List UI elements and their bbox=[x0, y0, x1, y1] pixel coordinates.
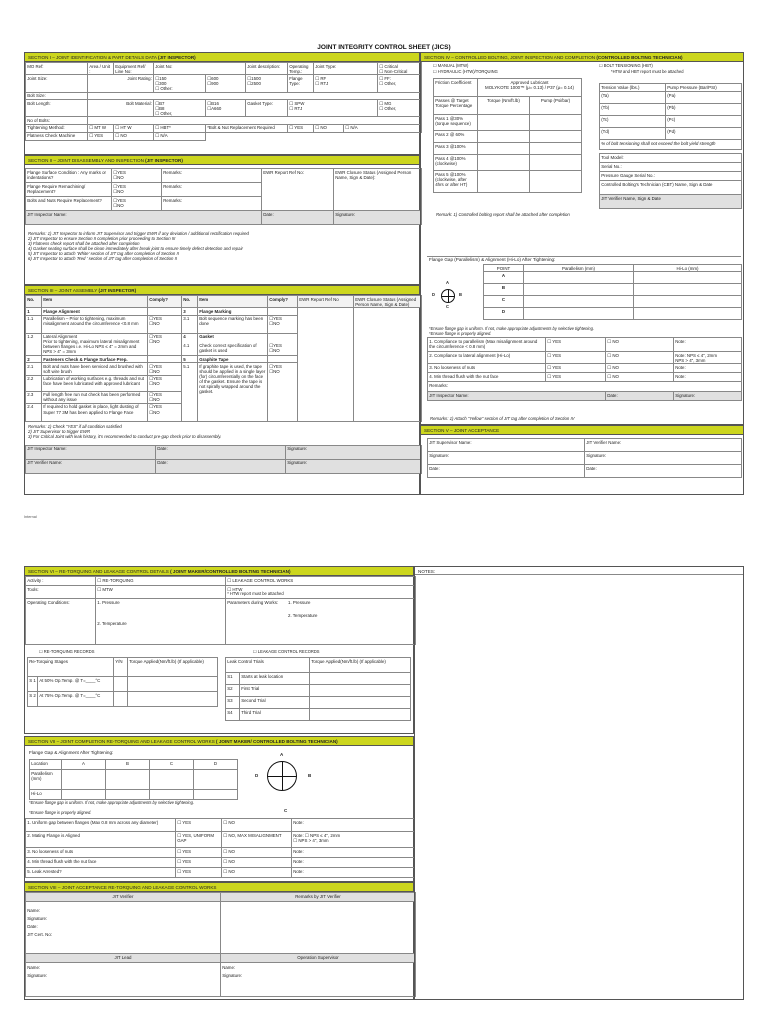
s5-date-2[interactable]: Date: bbox=[585, 465, 742, 478]
activity-retorquing[interactable]: ☐ RE-TORQUING bbox=[96, 577, 226, 586]
s7-hilo-c[interactable] bbox=[150, 790, 194, 800]
ratings-options-a[interactable]: ☐150 ☐300 ☐ Other: bbox=[154, 75, 206, 92]
bolts-replacement-remarks[interactable]: Remarks: bbox=[162, 197, 262, 211]
op-temperature-field[interactable]: 2. Temperature bbox=[97, 620, 127, 626]
gap-a-hilo[interactable] bbox=[634, 272, 742, 284]
tightening-method-label: Tightening Method: bbox=[26, 124, 88, 132]
s3-verifier-name[interactable]: JIT Verifier Name: bbox=[26, 459, 156, 473]
flatness-yes[interactable]: ☐ YES bbox=[88, 132, 114, 140]
area-unit-label[interactable]: Area / Unit : bbox=[88, 63, 114, 75]
no-of-bolts-label[interactable]: No of Bolts: bbox=[26, 117, 88, 124]
comply-5-1[interactable]: ☐YES ☐NO bbox=[268, 363, 298, 422]
gasket-type-label: Gasket Type: bbox=[246, 99, 288, 116]
flange-remachining-question: Flange Require Remachining/ Replacement? bbox=[26, 183, 112, 197]
section-5-table bbox=[427, 438, 742, 478]
section-3-table: No. Item Comply? No. Item Comply? EWR Report Ref No EWR Closure Status (Assigned Person Name, Sign & Date) 1 Flange Alignment 3 Flange Marking 1.1 Parallelism – Prior to tightening, maximum misalignment around the circumference <0.8 mm ☐YES ☐NO 3.1 Bolt sequence marking has been done ☐YES ☐NO 1.2 Lateral Alignment Prior to tightening, maximum lateral misalignment between flanges i.e. Hi-Lo NPS ≤ 4" = 2mm and NPS > 4" = 3mm ☐YES ☐NO 4 4.1 Gasket Check correct specification of gasket is used ☐YES ☐NO 2 Fasteners Check & Flange Surface Prep. 5 Graphite Tape 2.1 Bolt and nuts have been serviced and brushed with soft wire brush ☐YES ☐NO 5.1 If graphite tape is used, the tape should be applied in a single layer (for) circumferentially on the face of the gasket. Ensure the tape is not spirally wrapped around the gasket. ☐YES ☐NO 2.2 Lubrication of working surfaces e.g. threads and nut face have been lubricated with approved lubricant ☐YES ☐NO 2.3 Full length free run nut check has been performed without any issue ☐YES ☐NO 2.4 If required to hold gasket in place, light dusting of Super 77 3M has been applied to Flange Face ☐YES ☐NO bbox=[25, 295, 422, 422]
section-8-header: SECTION VIII – JOINT ACCEPTANCE RE-TORQUING AND LEAKAGE CONTROL WORKS bbox=[25, 883, 413, 892]
section-5-panel bbox=[420, 425, 744, 495]
table-row: 1 bbox=[26, 308, 42, 315]
comply-4-1[interactable]: ☐YES ☐NO bbox=[268, 333, 298, 355]
pass-4-pump[interactable] bbox=[530, 155, 582, 171]
section-1-header: SECTION I – JOINT IDENTIFICATION & PART DETAILS DATA (JIT INSPECTOR) bbox=[25, 53, 419, 62]
section-1-panel bbox=[24, 52, 420, 155]
section-1-table bbox=[25, 62, 422, 141]
lc-s3-torque[interactable] bbox=[310, 697, 411, 709]
s4-inspector-name[interactable]: JIT Inspector Name: bbox=[428, 392, 606, 401]
comply-3-1[interactable]: ☐YES ☐NO bbox=[268, 315, 298, 333]
s8-lead-signature[interactable]: Signature: bbox=[27, 973, 48, 979]
s2-signature[interactable]: Signature: bbox=[334, 211, 422, 225]
flange-remachining-options[interactable]: ☐YES ☐NO bbox=[112, 183, 162, 197]
s2-inspector-name[interactable]: JIT Inspector Name: bbox=[26, 211, 262, 225]
s7-r1-no[interactable]: ☐ NO bbox=[222, 819, 292, 832]
ratings-options-c[interactable]: ☐1500 ☐2500 bbox=[246, 75, 288, 92]
pass-2-torque[interactable] bbox=[478, 131, 530, 143]
s8-lead-name[interactable]: Name: bbox=[27, 965, 41, 970]
flatness-na[interactable]: ☐ N/A bbox=[154, 132, 206, 140]
section-6-header: SECTION VI – RE-TORQUING AND LEAKAGE CONTROL DETAILS ( JOINT MAKER/CONTROLLED BOLTING TECHNICIAN) bbox=[25, 567, 413, 576]
section-7-header: SECTION VII – JOINT COMPLETION RE-TORQUING AND LEAKAGE CONTROL WORKS ( JOINT MAKER/ CONTROLLED BOLTING TECHNICIAN) bbox=[25, 737, 413, 746]
cbt-sign-field[interactable]: Controlled Bolting's Technician (CBT) Name, Sign & Date bbox=[600, 181, 742, 195]
pressure-a[interactable]: (Pa) bbox=[666, 92, 742, 104]
replacement-yes[interactable]: ☐ YES bbox=[288, 124, 314, 132]
equipment-ref-label[interactable]: Equipment Ref/ Line No: bbox=[114, 63, 154, 75]
bolt-material-options-a[interactable]: ☐B7 ☐B8 ☐ Other, bbox=[154, 99, 206, 116]
check-3-no[interactable]: ☐ NO bbox=[606, 364, 674, 373]
flatness-no[interactable]: ☐ NO bbox=[114, 132, 154, 140]
ewr-closure-status[interactable]: EWR Closure Status (Assigned Person Name, Sign & Date): bbox=[334, 169, 422, 211]
tightening-htw[interactable]: ☐ HT W bbox=[114, 124, 154, 132]
bolt-material-label: Bolt Material: bbox=[88, 99, 154, 116]
pass-5-pump[interactable] bbox=[530, 171, 582, 193]
s5-supervisor-name[interactable]: JIT Supervisor Name: bbox=[428, 439, 585, 452]
s8-verifier-date[interactable]: Date: bbox=[27, 924, 38, 930]
s5-date-1[interactable]: Date: bbox=[428, 465, 585, 478]
section-6-top-table: Activity : ☐ RE-TORQUING ☐ LEAKAGE CONTROL WORKS Tools: ☐ MTW ☐ HTW * HTW report must be attached Operating Conditions: 1. Pressure 2. Temperature Parameters during Works: 1. Pressure 2. Temperature bbox=[25, 576, 416, 645]
op-pressure-field[interactable]: 1. Pressure bbox=[97, 599, 120, 605]
s7-r3-no[interactable]: ☐ NO bbox=[222, 848, 292, 858]
section-3-header: SECTION III – JOINT ASSEMBLY (JIT INSPECTOR) bbox=[25, 286, 419, 295]
s3-date-1[interactable]: Date: bbox=[156, 445, 286, 459]
joint-no-label[interactable]: Joint No: bbox=[154, 63, 246, 75]
section-4-panel: SECTION IV – CONTROLLED BOLTING, JOINT INSPECTION AND COMPLETION (CONTROLLED BOLTING TECHNICIAN) ☐ MANUAL (MTW) ☐ HYDRAULIC (HTW)/TORQUING ☐ BOLT TENSIONING (HBT) *HTW and HBT report must be attached Friction Coefficient Approved Lubricant MOLYKOTE 1000™ (μ= 0.13) / P37 (μ= 0.14) Passes @ Target Torque Percentage Torque (Nm/ft.lb) Pump (Psi/bar) Pass 1 @30% (torque sequence) Pass 2 @ 60% Pass 3 @100% Pass 4 @100% (clockwise) Pass 5 @100% (clockwise, after 4hrs or after HT) Tension Value (lbs.) Pump Pressure (Bar/PSI) (Ta) (Pa) (Tb) (Pb) (Tc) (Pc) (Td) (Pd) % of bolt tensioning shall not exceed the bolt yield strength Tool Model: Serial No.: Pressure Gauge Serial No.: Controlled Bolting's Technician (CBT) Name, Sign & Date JIT Verifier Name, Sign & Date Remark: 1) Controlled bolting report shall be attached after completion Flange Gap (Parallelism) & Alignment (Hi-Lo) After Tightening: A B C D POINT Parallelism (mm) Hi-Lo (mm) A B C D *Ensure flange gap is uniform. If not, make appropriate adjustments by selective tightening. *Ensure flange is properly aligned. 1. Compliance to parallelism (Max misalignment around the circumference < 0.8 mm) ☐ YES ☐ NO Note: 2. Compliance to lateral alignment (Hi-Lo) ☐ YES ☐ NO Note: NPS ≤ 4", 2mm NPS > 4", 3mm 3. No looseness of nuts ☐ YES ☐ NO Note: 4. Min thread flush with the nut face ☐ YES ☐ NO Note: Remarks: JIT Inspector Name: Date: Signature: Remarks: 1) Attach "Yellow" section of JIT tag after completion of Section IV bbox=[420, 52, 744, 425]
flatness-check-label: Flatness Check Machine bbox=[26, 132, 88, 140]
pass-3-torque[interactable] bbox=[478, 143, 530, 155]
section-4-remark: Remark: 1) Controlled bolting report shall be attached after completion bbox=[436, 212, 570, 217]
bolt-nut-replacement-note: *Bolt & Nut Replacement Required bbox=[206, 124, 288, 132]
replacement-na[interactable]: ☐ N/A bbox=[344, 124, 422, 132]
bolt-size-label[interactable]: Bolt Size: bbox=[26, 92, 88, 99]
s5-signature-2[interactable]: Signature: bbox=[585, 452, 742, 465]
section-4-remarks-2: Remarks: 1) Attach "Yellow" section of JIT tag after completion of Section IV bbox=[430, 416, 575, 421]
gap-b-parallelism[interactable] bbox=[524, 284, 634, 296]
joint-description-label[interactable]: Joint description: bbox=[246, 63, 288, 75]
tightening-mtw[interactable]: ☐ MT W bbox=[88, 124, 114, 132]
s3-signature-1[interactable]: Signature: bbox=[286, 445, 422, 459]
col-ewr-ref: EWR Report Ref No bbox=[298, 296, 354, 308]
check-3-yes[interactable]: ☐ YES bbox=[546, 364, 606, 373]
gap-d-parallelism[interactable] bbox=[524, 308, 634, 320]
pass-2-pump[interactable] bbox=[530, 131, 582, 143]
s7-r3-yes[interactable]: ☐ YES bbox=[176, 848, 222, 858]
bolts-replacement-options[interactable]: ☐YES ☐NO bbox=[112, 197, 162, 211]
s8-verifier-signature[interactable]: Signature: bbox=[27, 916, 48, 922]
section-3-sign-table bbox=[25, 445, 422, 474]
comply-2-1[interactable]: ☐YES ☐NO bbox=[148, 363, 182, 375]
section-3-remarks: Remarks: 1) Check "YES" if all condition satisfied 2) JIT Supervisor to trigger EWR 3) For Critical Joint with leak history, it's recommended to conduct pre-gap check prior to disassembly. bbox=[28, 423, 222, 439]
s2-date[interactable]: Date: bbox=[262, 211, 334, 225]
ewr-status-cell[interactable] bbox=[354, 308, 422, 422]
pass-1-pump[interactable] bbox=[530, 115, 582, 131]
ratings-options-b[interactable]: ☐600 ☐900 bbox=[206, 75, 246, 92]
s7-r2-no[interactable]: ☐ NO, MAX MISALIGNMENT bbox=[222, 832, 292, 848]
bolt-length-label[interactable]: Bolt Length: bbox=[26, 99, 88, 116]
flange-type-label: Flange Type: bbox=[288, 75, 314, 92]
s7-hilo-b[interactable] bbox=[106, 790, 150, 800]
flange-type-options-a[interactable]: ☐ RF ☐ RTJ bbox=[314, 75, 378, 92]
leakage-records-option[interactable]: ☐ LEAKAGE CONTROL RECORDS bbox=[253, 649, 320, 654]
s7-hilo-a[interactable] bbox=[62, 790, 106, 800]
col-comply: Comply? bbox=[148, 296, 182, 308]
s8-supervisor-signature[interactable]: Signature: bbox=[222, 973, 243, 979]
s5-signature-1[interactable]: Signature: bbox=[428, 452, 585, 465]
tool-model-field[interactable]: Tool Model: bbox=[600, 154, 742, 163]
manual-mtw-option[interactable]: ☐ MANUAL (MTW) bbox=[433, 63, 469, 68]
s7-par-b[interactable] bbox=[106, 770, 150, 790]
col-no-2: No. bbox=[182, 296, 198, 308]
col-item: Item bbox=[42, 296, 148, 308]
gap-d-hilo[interactable] bbox=[634, 308, 742, 320]
s1-torque[interactable] bbox=[128, 677, 218, 692]
pressure-d[interactable]: (Pd) bbox=[666, 128, 742, 140]
flange-surface-options[interactable]: ☐YES ☐NO bbox=[112, 169, 162, 183]
s4-date[interactable]: Date: bbox=[606, 392, 674, 401]
check-4-yes[interactable]: ☐ YES bbox=[546, 373, 606, 382]
s7-par-d[interactable] bbox=[194, 770, 238, 790]
check-2-yes[interactable]: ☐ YES bbox=[546, 352, 606, 364]
gasket-type-options-b[interactable]: ☐ MG ☐ Other, bbox=[378, 99, 422, 116]
work-pressure-field[interactable]: 1. Pressure bbox=[288, 600, 311, 605]
page-title: JOINT INTEGRITY CONTROL SHEET (JICS) bbox=[317, 44, 451, 51]
s7-r1-yes[interactable]: ☐ YES bbox=[176, 819, 222, 832]
notes-panel[interactable] bbox=[414, 566, 744, 1000]
s7-r4-no[interactable]: ☐ NO bbox=[222, 858, 292, 868]
s7-par-a[interactable] bbox=[62, 770, 106, 790]
section-3-panel bbox=[24, 285, 420, 495]
flange-remachining-remarks[interactable]: Remarks: bbox=[162, 183, 262, 197]
comply-2-3[interactable]: ☐YES ☐NO bbox=[148, 391, 182, 403]
notes-label: NOTES: bbox=[415, 567, 743, 575]
section-2-header: SECTION II – JOINT DISASSEMBLY AND INSPECTION (JIT INSPECTOR) bbox=[25, 156, 419, 165]
s5-verifier-name[interactable]: JIT Verifier Name: bbox=[585, 439, 742, 452]
lc-s2-torque[interactable] bbox=[310, 685, 411, 697]
s4-signature[interactable]: Signature: bbox=[674, 392, 742, 401]
check-4-no[interactable]: ☐ NO bbox=[606, 373, 674, 382]
s8-cert-no[interactable]: JIT Cert. No: bbox=[27, 932, 52, 938]
gasket-type-options-a[interactable]: ☐ SPW ☐ RTJ bbox=[288, 99, 378, 116]
section-7-checks-table: 1. Uniform gap between flanges (Max 0.8 mm across any diameter) ☐ YES ☐ NO Note: 2. Mating Flange is Aligned ☐ YES, UNIFORM GAP ☐ NO, MAX MISALIGNMENT Note: ☐ NPS ≤ 4", 2mm ☐ NPS > 4", 3mm 3. No looseness of nuts ☐ YES ☐ NO Note: 4. Min thread flush with the nut face ☐ YES ☐ NO Note: 5. Leak Arrested? ☐ YES ☐ NO Note: bbox=[25, 818, 415, 878]
section-2-table bbox=[25, 168, 422, 225]
s7-r4-yes[interactable]: ☐ YES bbox=[176, 858, 222, 868]
gap-a-parallelism[interactable] bbox=[524, 272, 634, 284]
s7-hilo-d[interactable] bbox=[194, 790, 238, 800]
joint-type-label[interactable]: Joint Type: bbox=[314, 63, 378, 75]
s8-supervisor-name[interactable]: Name: bbox=[222, 965, 236, 970]
section-4-header: SECTION IV – CONTROLLED BOLTING, JOINT INSPECTION AND COMPLETION (CONTROLLED BOLTING TECHNICIAN) bbox=[421, 53, 743, 62]
table-row: Flange Alignment bbox=[42, 308, 148, 315]
ewr-ref-cell[interactable] bbox=[298, 308, 354, 422]
section-5-header: SECTION V – JOINT ACCEPTANCE bbox=[421, 426, 743, 435]
section-8-panel bbox=[24, 882, 414, 1000]
s3-inspector-name[interactable]: JIT Inspector Name: bbox=[26, 445, 156, 459]
lc-s4-torque[interactable] bbox=[310, 709, 411, 721]
lubricant-value: MOLYKOTE 1000™ (μ= 0.13) / P37 (μ= 0.14) bbox=[485, 84, 574, 90]
flange-gap-title: Flange Gap (Parallelism) & Alignment (Hi-Lo) After Tightening: bbox=[429, 257, 556, 262]
torque-passes-table: Friction Coefficient Approved Lubricant MOLYKOTE 1000™ (μ= 0.13) / P37 (μ= 0.14) Passes @ Target Torque Percentage Torque (Nm/ft.lb) Pump (Psi/bar) Pass 1 @30% (torque sequence) Pass 2 @ 60% Pass 3 @100% Pass 4 @100% (clockwise) Pass 5 @100% (clockwise, after 4hrs or after HT) bbox=[433, 78, 582, 193]
section-4-checks-table: 1. Compliance to parallelism (Max misalignment around the circumference < 0.8 mm) ☐ YES ☐ NO Note: 2. Compliance to lateral alignment (Hi-Lo) ☐ YES ☐ NO Note: NPS ≤ 4", 2mm NPS > 4", 3mm 3. No looseness of nuts ☐ YES ☐ NO Note: 4. Min thread flush with the nut face ☐ YES ☐ NO Note: Remarks: JIT Inspector Name: Date: Signature: bbox=[427, 337, 742, 401]
pass-3-pump[interactable] bbox=[530, 143, 582, 155]
ewr-report-ref[interactable]: EWR Report Ref No: bbox=[262, 169, 334, 211]
section-7-panel: SECTION VII – JOINT COMPLETION RE-TORQUING AND LEAKAGE CONTROL WORKS ( JOINT MAKER/ CONTROLLED BOLTING TECHNICIAN) Flange Gap & Alignment After Tightening: Location A B C D Parallelism (mm) Hi-Lo A B C D *Ensure flange gap is uniform. If not, make appropriate adjustments by selective tightening. *Ensure flange is properly aligned. 1. Uniform gap between flanges (Max 0.8 mm across any diameter) ☐ YES ☐ NO Note: 2. Mating Flange is Aligned ☐ YES, UNIFORM GAP ☐ NO, MAX MISALIGNMENT Note: ☐ NPS ≤ 4", 2mm ☐ NPS > 4", 3mm 3. No looseness of nuts ☐ YES ☐ NO Note: 4. Min thread flush with the nut face ☐ YES ☐ NO Note: 5. Leak Arrested? ☐ YES ☐ NO Note: bbox=[24, 736, 414, 882]
joint-type-options[interactable]: ☐ Critical ☐ Non-Critical bbox=[378, 63, 422, 75]
section-7-gap-table: Location A B C D Parallelism (mm) Hi-Lo bbox=[29, 759, 238, 800]
col-no: No. bbox=[26, 296, 42, 308]
s8-verifier-name[interactable]: Name: bbox=[27, 908, 41, 913]
comply-2-2[interactable]: ☐YES ☐NO bbox=[148, 375, 182, 391]
tension-b[interactable]: (Tb) bbox=[600, 104, 666, 116]
lc-s1-torque[interactable] bbox=[310, 673, 411, 685]
work-temperature-field[interactable]: 2. Temperature bbox=[288, 613, 318, 618]
tightening-hbt[interactable]: ☐ HBT* bbox=[154, 124, 206, 132]
section-2-panel bbox=[24, 155, 420, 285]
s3-date-2[interactable]: Date: bbox=[156, 459, 286, 473]
activity-leakage[interactable]: ☐ LEAKAGE CONTROL WORKS bbox=[226, 577, 416, 586]
s3-signature-2[interactable]: Signature: bbox=[286, 459, 422, 473]
s7-r5-yes[interactable]: ☐ YES bbox=[176, 868, 222, 878]
comply-2-4[interactable]: ☐YES ☐NO bbox=[148, 403, 182, 421]
s7-r2-yes[interactable]: ☐ YES, UNIFORM GAP bbox=[176, 832, 222, 848]
section-4-remarks-field[interactable]: Remarks: bbox=[428, 382, 742, 392]
gap-b-hilo[interactable] bbox=[634, 284, 742, 296]
bolts-replacement-question: Bolts and Nuts Require Replacement? bbox=[26, 197, 112, 211]
gap-c-parallelism[interactable] bbox=[524, 296, 634, 308]
joint-size-label[interactable]: Joint Size: bbox=[26, 75, 88, 92]
check-1-yes[interactable]: ☐ YES bbox=[546, 338, 606, 352]
tools-mtw[interactable]: ☐ MTW bbox=[96, 586, 226, 599]
internal-label: Internal bbox=[24, 515, 37, 519]
tension-a[interactable]: (Ta) bbox=[600, 92, 666, 104]
pass-4-torque[interactable] bbox=[478, 155, 530, 171]
s1-yn[interactable] bbox=[114, 677, 128, 692]
replacement-no[interactable]: ☐ NO bbox=[314, 124, 344, 132]
s7-par-c[interactable] bbox=[150, 770, 194, 790]
hbt-option[interactable]: ☐ BOLT TENSIONING (HBT) bbox=[599, 63, 653, 68]
pressure-c[interactable]: (Pc) bbox=[666, 116, 742, 128]
comply-1-2[interactable]: ☐YES ☐NO bbox=[148, 333, 182, 355]
tension-note: % of bolt tensioning shall not exceed the bolt yield strength bbox=[600, 140, 742, 150]
gap-c-hilo[interactable] bbox=[634, 296, 742, 308]
verifier-sign-field[interactable]: JIT Verifier Name, Sign & Date bbox=[600, 195, 742, 209]
col-item-2: Item bbox=[198, 296, 268, 308]
comply-1-1[interactable]: ☐YES ☐NO bbox=[148, 315, 182, 333]
flange-surface-remarks[interactable]: Remarks: bbox=[162, 169, 262, 183]
hbt-note: *HTW and HBT report must be attached bbox=[611, 69, 684, 74]
section-2-remarks: Remarks: 1) JIT Inspector to inform JIT Supervisor and trigger EWR if any deviation / additional rectification required 2) JIT Inspector to ensure Section II completion prior proceeding to Section III 3) Flatness check report shall be attached after completion 4) Gasket seating surface shall be clean immediately after break joint to ensure timely defect detection and repair 5) JIT Inspector to attach 'White' section of JIT tag after completion of Section II 6) JIT Inspector to attach 'Red ' section of JIT tag after completion of Section II bbox=[28, 231, 249, 261]
flange-surface-question: Flange Surface Condition : Any marks or indentations? bbox=[26, 169, 112, 183]
col-comply-2: Comply? bbox=[268, 296, 298, 308]
section-6-panel bbox=[24, 566, 414, 734]
flange-gap-table: POINT Parallelism (mm) Hi-Lo (mm) A B C D bbox=[483, 264, 742, 320]
flange-circle-icon bbox=[441, 289, 455, 303]
s8-remarks-field[interactable] bbox=[221, 902, 416, 954]
tension-table: Tension Value (lbs.) Pump Pressure (Bar/PSI) (Ta) (Pa) (Tb) (Pb) (Tc) (Pc) (Td) (Pd) % of bolt tensioning shall not exceed the bolt yield strength Tool Model: Serial No.: Pressure Gauge Serial No.: Controlled Bolting's Technician (CBT) Name, Sign & Date JIT Verifier Name, Sign & Date bbox=[599, 83, 742, 209]
s2-yn[interactable] bbox=[114, 692, 128, 707]
retorquing-table: Re-Torquing Stages Y/N Torque Applied(Nm/ft.lb) (If applicable) S 1 At 50% Op.Temp. @ T=____°C S 2 At 75% Op.Temp. @ T=____°C bbox=[27, 657, 218, 707]
section-8-table: JIT Verifier Remarks by JIT Verifier Name: Signature: Date: JIT Cert. No: JIT Lead Operation Supervisor Name: Signature: Name: Signature: bbox=[25, 892, 416, 997]
pressure-b[interactable]: (Pb) bbox=[666, 104, 742, 116]
friction-coefficient-label: Friction Coefficient bbox=[434, 79, 478, 97]
s7-r5-no[interactable]: ☐ NO bbox=[222, 868, 292, 878]
flange-type-options-b[interactable]: ☐ FF: ☐ Other, bbox=[378, 75, 422, 92]
serial-no-field[interactable]: Serial No.: bbox=[600, 163, 742, 172]
hydraulic-option[interactable]: ☐ HYDRAULIC (HTW)/TORQUING bbox=[433, 69, 498, 74]
pass-5-torque[interactable] bbox=[478, 171, 530, 193]
operating-temp-label[interactable]: Operating Temp.: bbox=[288, 63, 314, 75]
tools-htw[interactable]: ☐ HTW bbox=[227, 586, 243, 592]
gauge-serial-field[interactable]: Pressure Gauge Serial No.: bbox=[600, 172, 742, 181]
retorquing-records-option[interactable]: ☐ RE-TORQUING RECORDS bbox=[39, 649, 95, 654]
check-1-no[interactable]: ☐ NO bbox=[606, 338, 674, 352]
flange-circle-icon bbox=[267, 761, 297, 791]
tension-d[interactable]: (Td) bbox=[600, 128, 666, 140]
pass-1-torque[interactable] bbox=[478, 115, 530, 131]
check-2-no[interactable]: ☐ NO bbox=[606, 352, 674, 364]
bolt-material-options-b[interactable]: ☐B16 ☐A660 bbox=[206, 99, 246, 116]
col-ewr-status: EWR Closure Status (Assigned Person Name, Sign & Date) bbox=[354, 296, 422, 308]
leak-control-table: Leak Control Trials Torque Applied(Nm/ft.lb) (If applicable) S1 Starts at leak location S2 First Trial S3 Second Trial S4 Third Trial bbox=[225, 657, 411, 721]
tension-c[interactable]: (Tc) bbox=[600, 116, 666, 128]
s2-torque[interactable] bbox=[128, 692, 218, 707]
mo-ref-label[interactable]: MO Ref: bbox=[26, 63, 88, 75]
joint-rating-label: Joint Rating: bbox=[88, 75, 154, 92]
